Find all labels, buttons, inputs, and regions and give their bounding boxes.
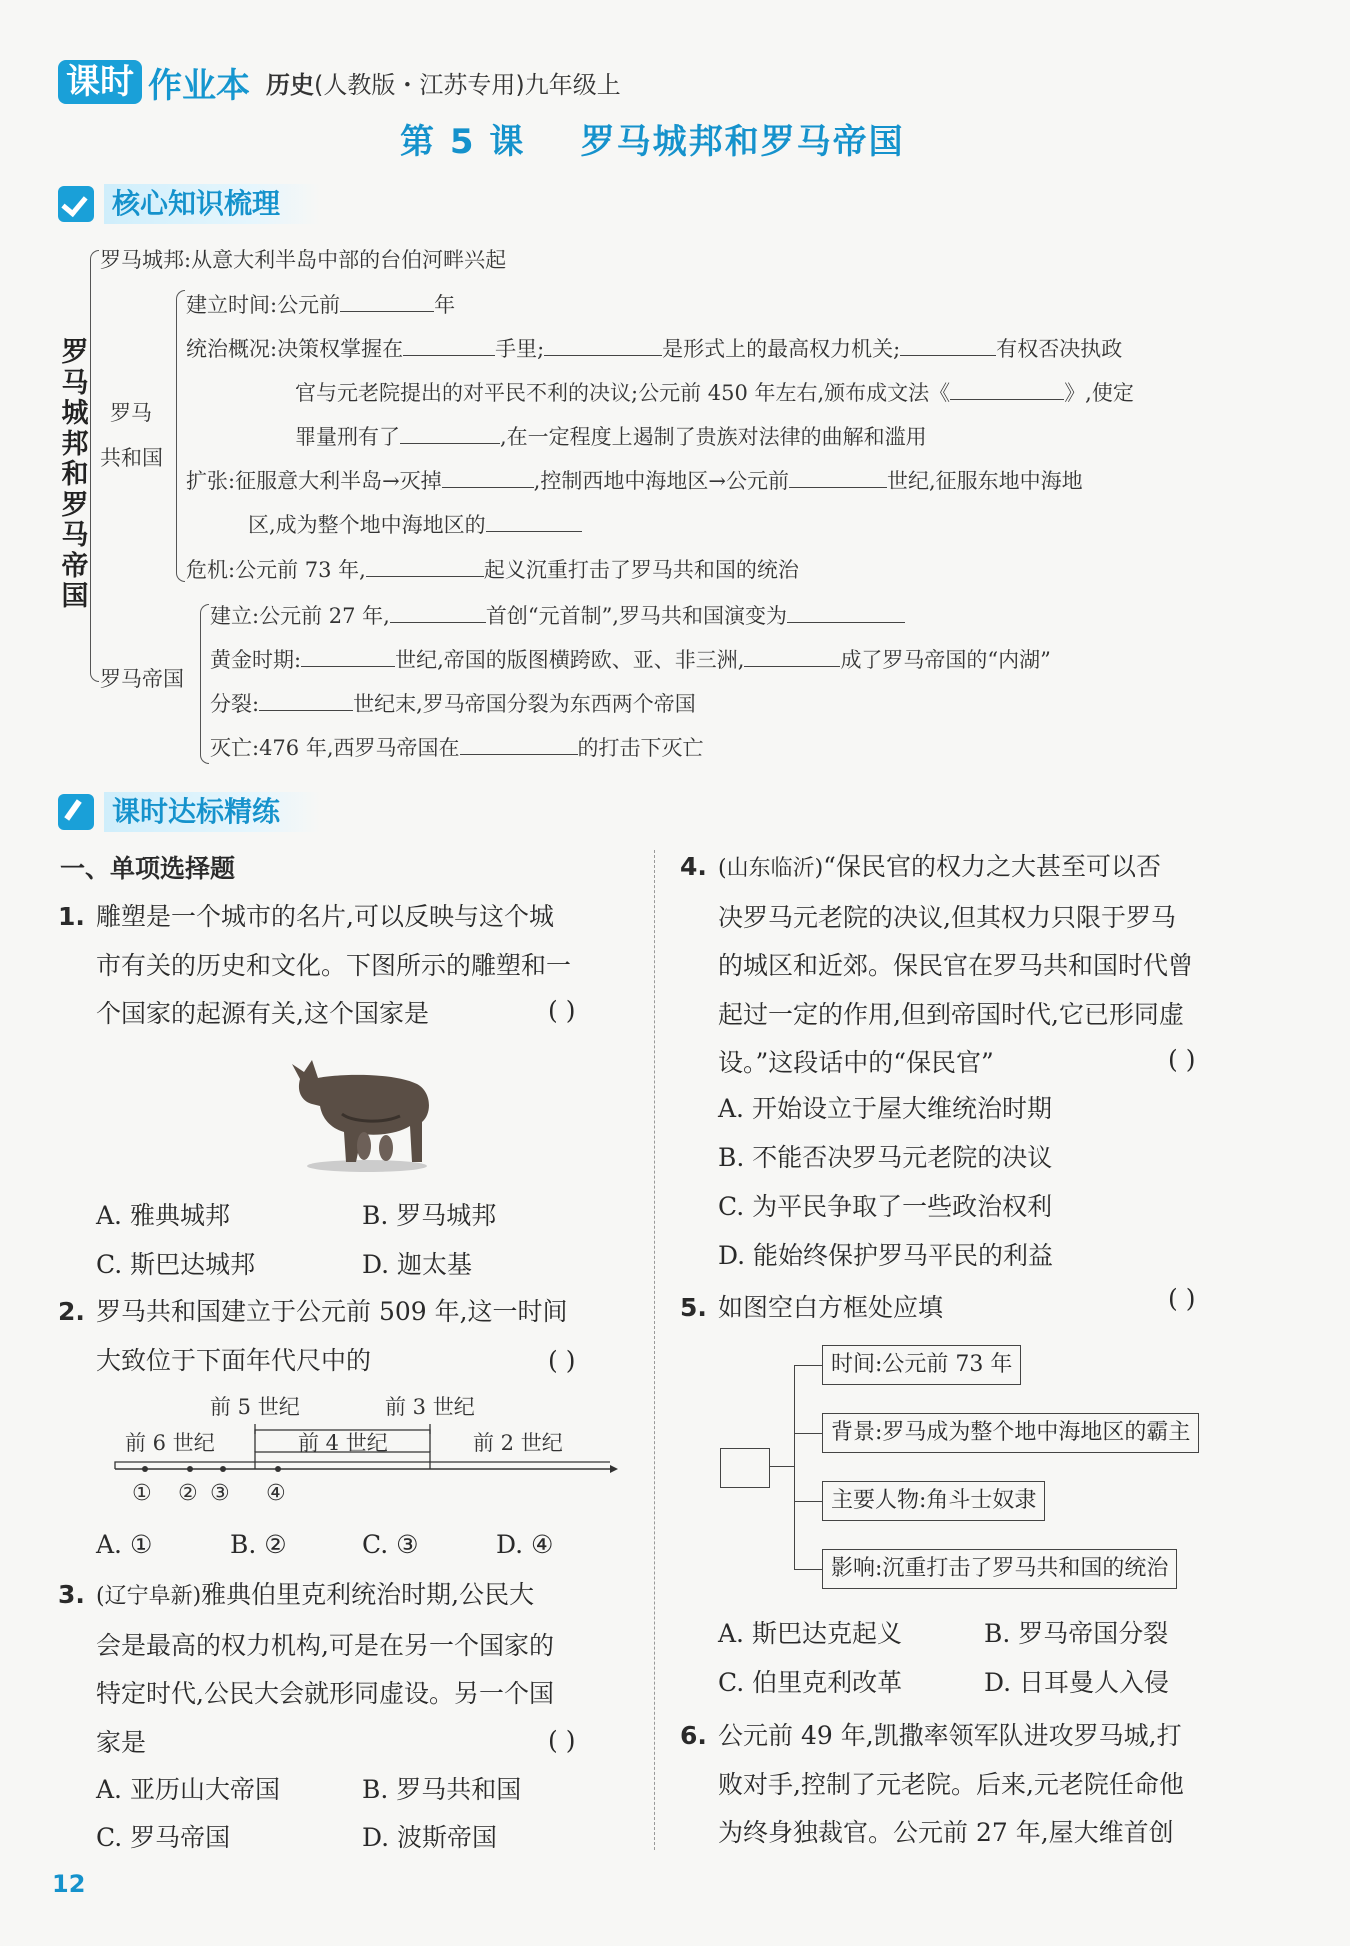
connector [794, 1365, 795, 1569]
pencil-icon [58, 794, 94, 830]
option-4d[interactable]: D. 能始终保护罗马平民的利益 [718, 1241, 1054, 1270]
timeline-mark: ② [178, 1481, 198, 1506]
wolf-statue-image [282, 1044, 442, 1174]
connector [794, 1501, 822, 1502]
question-5: 5. 如图空白方框处应填 [680, 1293, 944, 1322]
tree-label-empire: 罗马帝国 [100, 667, 184, 691]
brace-main [90, 250, 99, 682]
info-box-time: 时间:公元前 73 年 [822, 1345, 1021, 1385]
option-4b[interactable]: B. 不能否决罗马元老院的决议 [718, 1143, 1053, 1172]
timeline-top-label: 前 5 世纪 [210, 1395, 300, 1419]
option-3b[interactable]: B. 罗马共和国 [362, 1775, 522, 1804]
timeline-bottom-label: 前 6 世纪 [125, 1431, 215, 1455]
option-3a[interactable]: A. 亚历山大帝国 [96, 1775, 280, 1804]
question-3: 3. (辽宁阜新)雅典伯里克利统治时期,公民大 会是最高的权力机构,可是在另一个国家的 特定时代,公民大会就形同虚设。另一个国 家是 [58, 1580, 554, 1757]
brand-logo: 课时 [58, 60, 142, 104]
option-1a[interactable]: A. 雅典城邦 [96, 1201, 230, 1230]
option-2b[interactable]: B. ② [230, 1530, 287, 1559]
question-2: 2. 罗马共和国建立于公元前 509 年,这一时间 大致位于下面年代尺中的 [58, 1297, 568, 1375]
book-brand [58, 60, 621, 104]
tree-row-government: 统治概况:决策权掌握在 手里; 是形式上的最高权力机关; 有权否决执政 [186, 337, 1123, 361]
answer-paren: ( ) [548, 1726, 576, 1755]
tree-row-golden-age: 黄金时期: 世纪,帝国的版图横跨欧、亚、非三洲, 成了罗马帝国的“内湖” [210, 648, 1051, 672]
question-4: 4. (山东临沂)“保民官的权力之大甚至可以否 决罗马元老院的决议,但其权力只限于罗马 的城区和近郊。保民官在罗马共和国时代曾 起过一定的作用,但到帝国时代,它已形同虚 设。”这段话中的“保民官” [680, 852, 1194, 1077]
timeline-mark: ④ [266, 1481, 286, 1506]
option-3d[interactable]: D. 波斯帝国 [362, 1823, 498, 1852]
page-number: 12 [52, 1870, 86, 1898]
tree-row-fall: 灭亡:476 年,西罗马帝国在 的打击下灭亡 [210, 736, 704, 760]
info-box-background: 背景:罗马成为整个地中海地区的霸主 [822, 1413, 1199, 1453]
blank-box [720, 1448, 770, 1488]
question-6: 6. 公元前 49 年,凯撒率领军队进攻罗马城,打 败对手,控制了元老院。后来,元老院任命他 为终身独裁官。公元前 27 年,屋大维首创 [680, 1721, 1184, 1847]
answer-paren: ( ) [548, 1346, 576, 1375]
option-5b[interactable]: B. 罗马帝国分裂 [984, 1619, 1169, 1648]
option-2d[interactable]: D. ④ [496, 1530, 554, 1559]
tree-city-state: 罗马城邦:从意大利半岛中部的台伯河畔兴起 [100, 248, 507, 272]
answer-paren: ( ) [1168, 1284, 1196, 1313]
tree-row-law: 官与元老院提出的对平民不利的决议;公元前 450 年左右,颁布成文法《 》,使定 [295, 381, 1134, 405]
option-1d[interactable]: D. 迦太基 [362, 1250, 473, 1279]
connector [794, 1365, 822, 1366]
option-3c[interactable]: C. 罗马帝国 [96, 1823, 231, 1852]
brand-name: 作业本 [148, 65, 250, 106]
tree-label-republic-2: 共和国 [100, 446, 163, 470]
option-1b[interactable]: B. 罗马城邦 [362, 1201, 497, 1230]
book-subtitle: 历史(人教版・江苏专用)九年级上 [266, 70, 621, 99]
tree-row-division: 分裂: 世纪末,罗马帝国分裂为东西两个帝国 [210, 692, 696, 716]
lesson-title: 第 5 课 罗马城邦和罗马帝国 [400, 122, 905, 162]
answer-paren: ( ) [548, 996, 576, 1025]
question-1: 1. 雕塑是一个城市的名片,可以反映与这个城 市有关的历史和文化。下图所示的雕塑和一 个国家的起源有关,这个国家是 [58, 902, 572, 1028]
option-5c[interactable]: C. 伯里克利改革 [718, 1668, 903, 1697]
info-box-impact: 影响:沉重打击了罗马共和国的统治 [822, 1549, 1177, 1589]
tree-row-empire-founding: 建立:公元前 27 年, 首创“元首制”,罗马共和国演变为 [210, 602, 905, 629]
connector [794, 1433, 822, 1434]
option-2c[interactable]: C. ③ [362, 1530, 419, 1559]
tree-row-expansion: 扩张:征服意大利半岛→灭掉 ,控制西地中海地区→公元前 世纪,征服东地中海地 [186, 469, 1083, 493]
option-4c[interactable]: C. 为平民争取了一些政治权利 [718, 1192, 1053, 1221]
tree-row-law-effect: 罪量刑有了 ,在一定程度上遏制了贵族对法律的曲解和滥用 [295, 425, 927, 449]
info-box-people: 主要人物:角斗士奴隶 [822, 1481, 1045, 1521]
timeline-mark: ③ [210, 1481, 230, 1506]
tree-row-expansion-2: 区,成为整个地中海地区的 [248, 511, 582, 538]
tree-row-crisis: 危机:公元前 73 年, 起义沉重打击了罗马共和国的统治 [186, 558, 799, 582]
connector [794, 1569, 822, 1570]
part-title: 一、单项选择题 [60, 854, 236, 883]
option-5a[interactable]: A. 斯巴达克起义 [718, 1619, 902, 1648]
timeline-top-label: 前 3 世纪 [385, 1395, 475, 1419]
timeline-bottom-label: 前 2 世纪 [473, 1431, 563, 1455]
connector [770, 1466, 794, 1467]
option-1c[interactable]: C. 斯巴达城邦 [96, 1250, 256, 1279]
brace-empire [200, 604, 209, 764]
checkbox-icon [58, 186, 94, 222]
column-separator [654, 850, 655, 1850]
option-2a[interactable]: A. ① [96, 1530, 153, 1559]
brace-republic [176, 290, 185, 582]
timeline-bottom-label: 前 4 世纪 [298, 1431, 388, 1455]
option-5d[interactable]: D. 日耳曼人入侵 [984, 1668, 1170, 1697]
tree-label-republic-1: 罗马 [110, 401, 152, 425]
section-title: 课时达标精练 [104, 792, 320, 832]
tree-vertical-title: 罗 马 城 邦 和 罗 马 帝 国 [61, 337, 89, 612]
answer-paren: ( ) [1168, 1045, 1196, 1074]
timeline-diagram [110, 1394, 620, 1514]
section-title: 核心知识梳理 [104, 184, 320, 224]
section-practice [58, 790, 320, 834]
tree-row-founding: 建立时间:公元前 年 [186, 293, 456, 317]
section-knowledge [58, 182, 320, 226]
timeline-mark: ① [132, 1481, 152, 1506]
option-4a[interactable]: A. 开始设立于屋大维统治时期 [718, 1094, 1052, 1123]
